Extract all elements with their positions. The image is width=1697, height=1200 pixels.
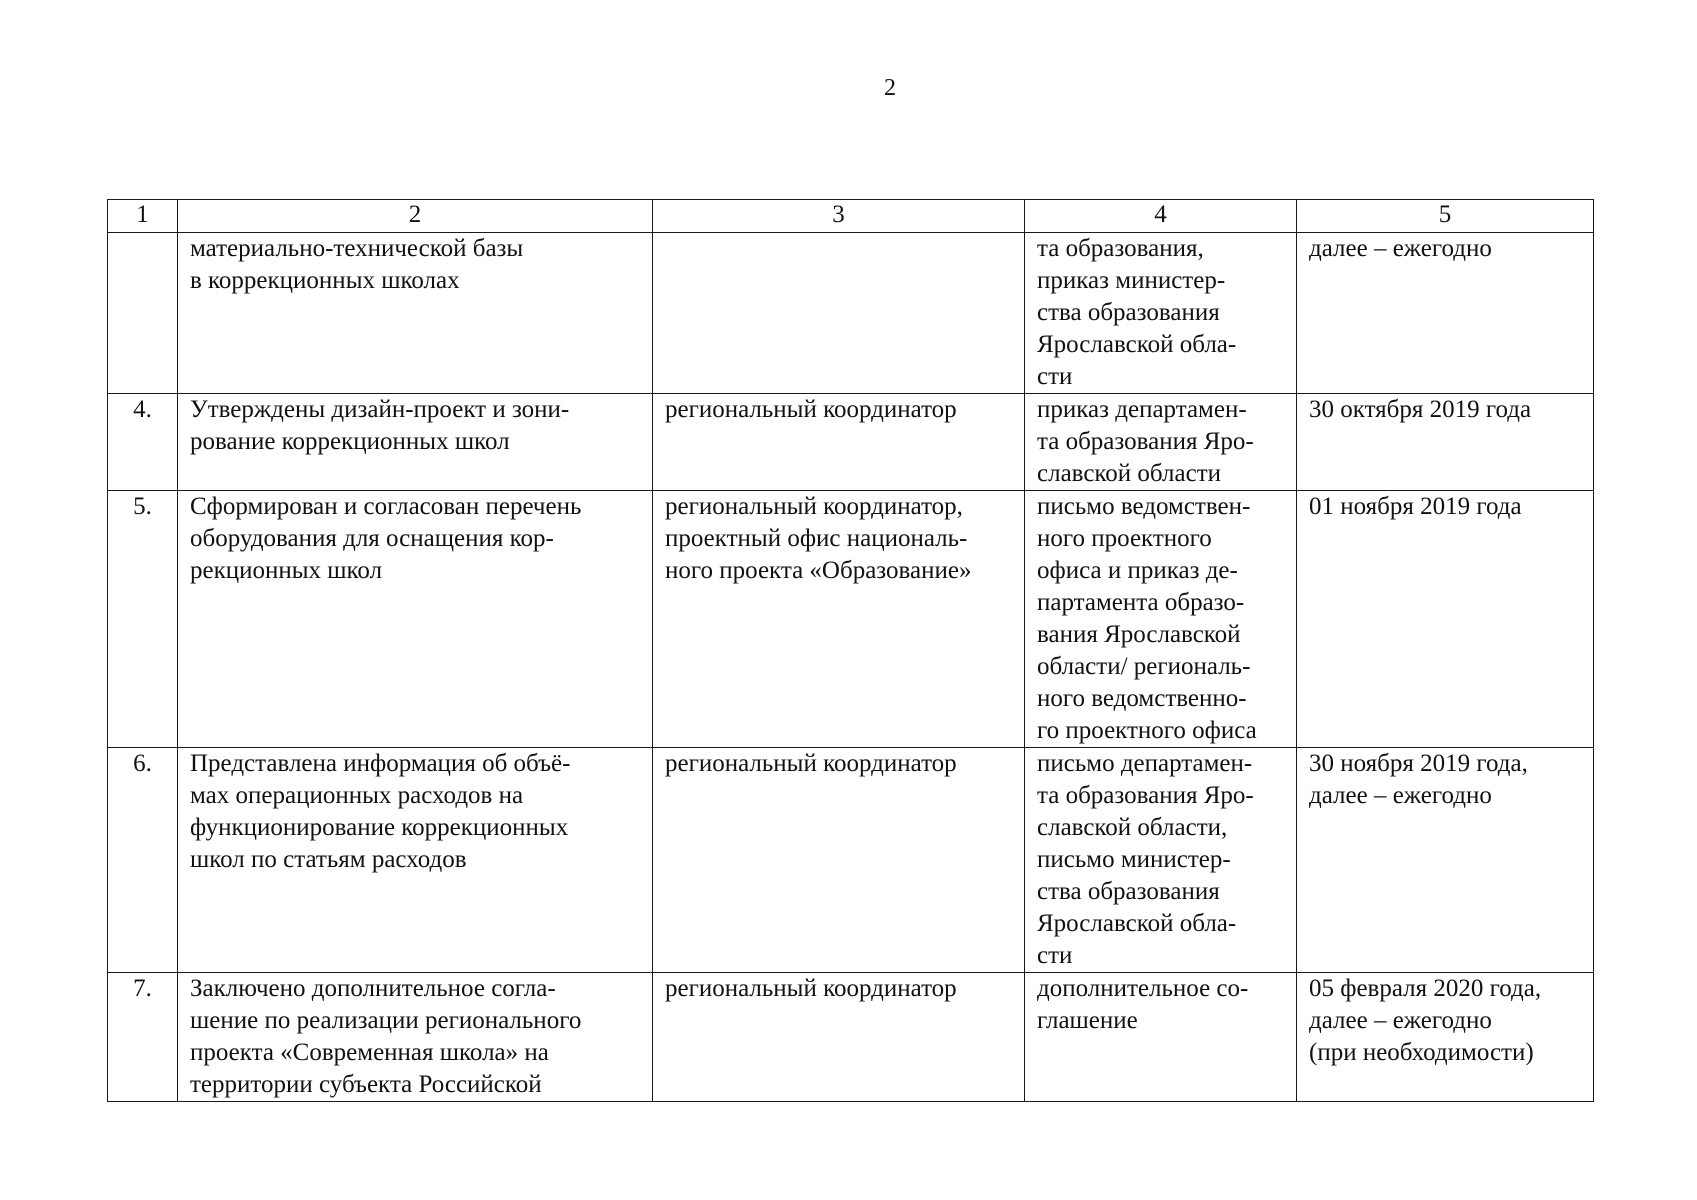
- task-cell: [178, 491, 653, 748]
- cell-line: территории субъекта Российской: [190, 1071, 542, 1098]
- deadline-cell: [1297, 748, 1594, 973]
- cell-line: вания Ярославской: [1037, 621, 1241, 648]
- cell-line: региональный координатор,: [665, 493, 963, 520]
- cell-line: ного проекта «Образование»: [665, 557, 972, 584]
- cell-line: в коррекционных школах: [190, 267, 460, 294]
- document-cell: [1025, 394, 1297, 491]
- document-cell: [1025, 233, 1297, 394]
- responsible-cell: [653, 973, 1025, 1102]
- task-cell: [178, 748, 653, 973]
- row-number: 4.: [108, 394, 178, 491]
- cell-line: рекционных школ: [190, 557, 383, 584]
- cell-line: 01 ноября 2019 года: [1309, 493, 1522, 520]
- row-number: 6.: [108, 748, 178, 973]
- cell-line: Сформирован и согласован перечень: [190, 493, 582, 520]
- cell-line: области/ региональ-: [1037, 653, 1251, 680]
- cell-line: проекта «Современная школа» на: [190, 1039, 549, 1066]
- cell-line: школ по статьям расходов: [190, 846, 467, 873]
- deadline-cell: [1297, 491, 1594, 748]
- cell-line: ного ведомственно-: [1037, 685, 1247, 712]
- cell-line: та образования Яро-: [1037, 428, 1254, 455]
- table-row: [108, 233, 1594, 394]
- cell-line: приказ министер-: [1037, 267, 1226, 294]
- cell-line: ства образования: [1037, 878, 1220, 905]
- document-cell: [1025, 491, 1297, 748]
- cell-line: сти: [1037, 942, 1073, 969]
- cell-line: глашение: [1037, 1007, 1138, 1034]
- cell-line: офиса и приказ де-: [1037, 557, 1238, 584]
- schedule-table: [107, 199, 1594, 1102]
- cell-line: (при необходимости): [1309, 1039, 1534, 1066]
- cell-line: функционирование коррекционных: [190, 814, 569, 841]
- deadline-cell: [1297, 973, 1594, 1102]
- table-row: [108, 491, 1594, 748]
- cell-line: 30 ноября 2019 года,: [1309, 750, 1528, 777]
- cell-line: региональный координатор: [665, 396, 957, 423]
- cell-line: приказ департамен-: [1037, 396, 1247, 423]
- responsible-cell: [653, 394, 1025, 491]
- deadline-cell: [1297, 394, 1594, 491]
- cell-line: проектный офис националь-: [665, 525, 968, 552]
- cell-line: далее – ежегодно: [1309, 782, 1492, 809]
- cell-line: рование коррекционных школ: [190, 428, 510, 455]
- responsible-cell: [653, 233, 1025, 394]
- cell-line: ного проектного: [1037, 525, 1212, 552]
- cell-line: региональный координатор: [665, 750, 957, 777]
- cell-line: далее – ежегодно: [1309, 235, 1492, 262]
- page-number: 2: [884, 75, 896, 101]
- task-cell: [178, 394, 653, 491]
- cell-line: мах операционных расходов на: [190, 782, 524, 809]
- column-number-2: 2: [178, 200, 653, 233]
- cell-line: 05 февраля 2020 года,: [1309, 975, 1542, 1002]
- cell-line: далее – ежегодно: [1309, 1007, 1492, 1034]
- cell-line: го проектного офиса: [1037, 717, 1257, 744]
- task-cell: [178, 233, 653, 394]
- cell-line: Утверждены дизайн-проект и зони-: [190, 396, 570, 423]
- column-number-3: 3: [653, 200, 1025, 233]
- table-row: [108, 394, 1594, 491]
- column-number-5: 5: [1297, 200, 1594, 233]
- table-row: [108, 973, 1594, 1102]
- cell-line: материально-технической базы: [190, 235, 524, 262]
- cell-line: Ярославской обла-: [1037, 331, 1237, 358]
- row-number: [108, 233, 178, 394]
- cell-line: Представлена информация об объё-: [190, 750, 571, 777]
- cell-line: партамента образо-: [1037, 589, 1245, 616]
- cell-line: славской области,: [1037, 814, 1228, 841]
- table-body: [108, 233, 1594, 1102]
- table-row: [108, 748, 1594, 973]
- column-number-4: 4: [1025, 200, 1297, 233]
- cell-line: славской области: [1037, 460, 1221, 487]
- cell-line: та образования Яро-: [1037, 782, 1254, 809]
- document-cell: [1025, 973, 1297, 1102]
- cell-line: письмо ведомствен-: [1037, 493, 1251, 520]
- responsible-cell: [653, 491, 1025, 748]
- responsible-cell: [653, 748, 1025, 973]
- task-cell: [178, 973, 653, 1102]
- column-number-row: [108, 200, 1594, 233]
- cell-line: шение по реализации регионального: [190, 1007, 582, 1034]
- deadline-cell: [1297, 233, 1594, 394]
- cell-line: региональный координатор: [665, 975, 957, 1002]
- document-cell: [1025, 748, 1297, 973]
- row-number: 5.: [108, 491, 178, 748]
- cell-line: Заключено дополнительное согла-: [190, 975, 556, 1002]
- column-number-1: 1: [108, 200, 178, 233]
- cell-line: Ярославской обла-: [1037, 910, 1237, 937]
- cell-line: та образования,: [1037, 235, 1204, 262]
- cell-line: письмо министер-: [1037, 846, 1231, 873]
- cell-line: ства образования: [1037, 299, 1220, 326]
- cell-line: 30 октября 2019 года: [1309, 396, 1532, 423]
- cell-line: дополнительное со-: [1037, 975, 1249, 1002]
- cell-line: письмо департамен-: [1037, 750, 1253, 777]
- cell-line: сти: [1037, 363, 1073, 390]
- row-number: 7.: [108, 973, 178, 1102]
- cell-line: оборудования для оснащения кор-: [190, 525, 554, 552]
